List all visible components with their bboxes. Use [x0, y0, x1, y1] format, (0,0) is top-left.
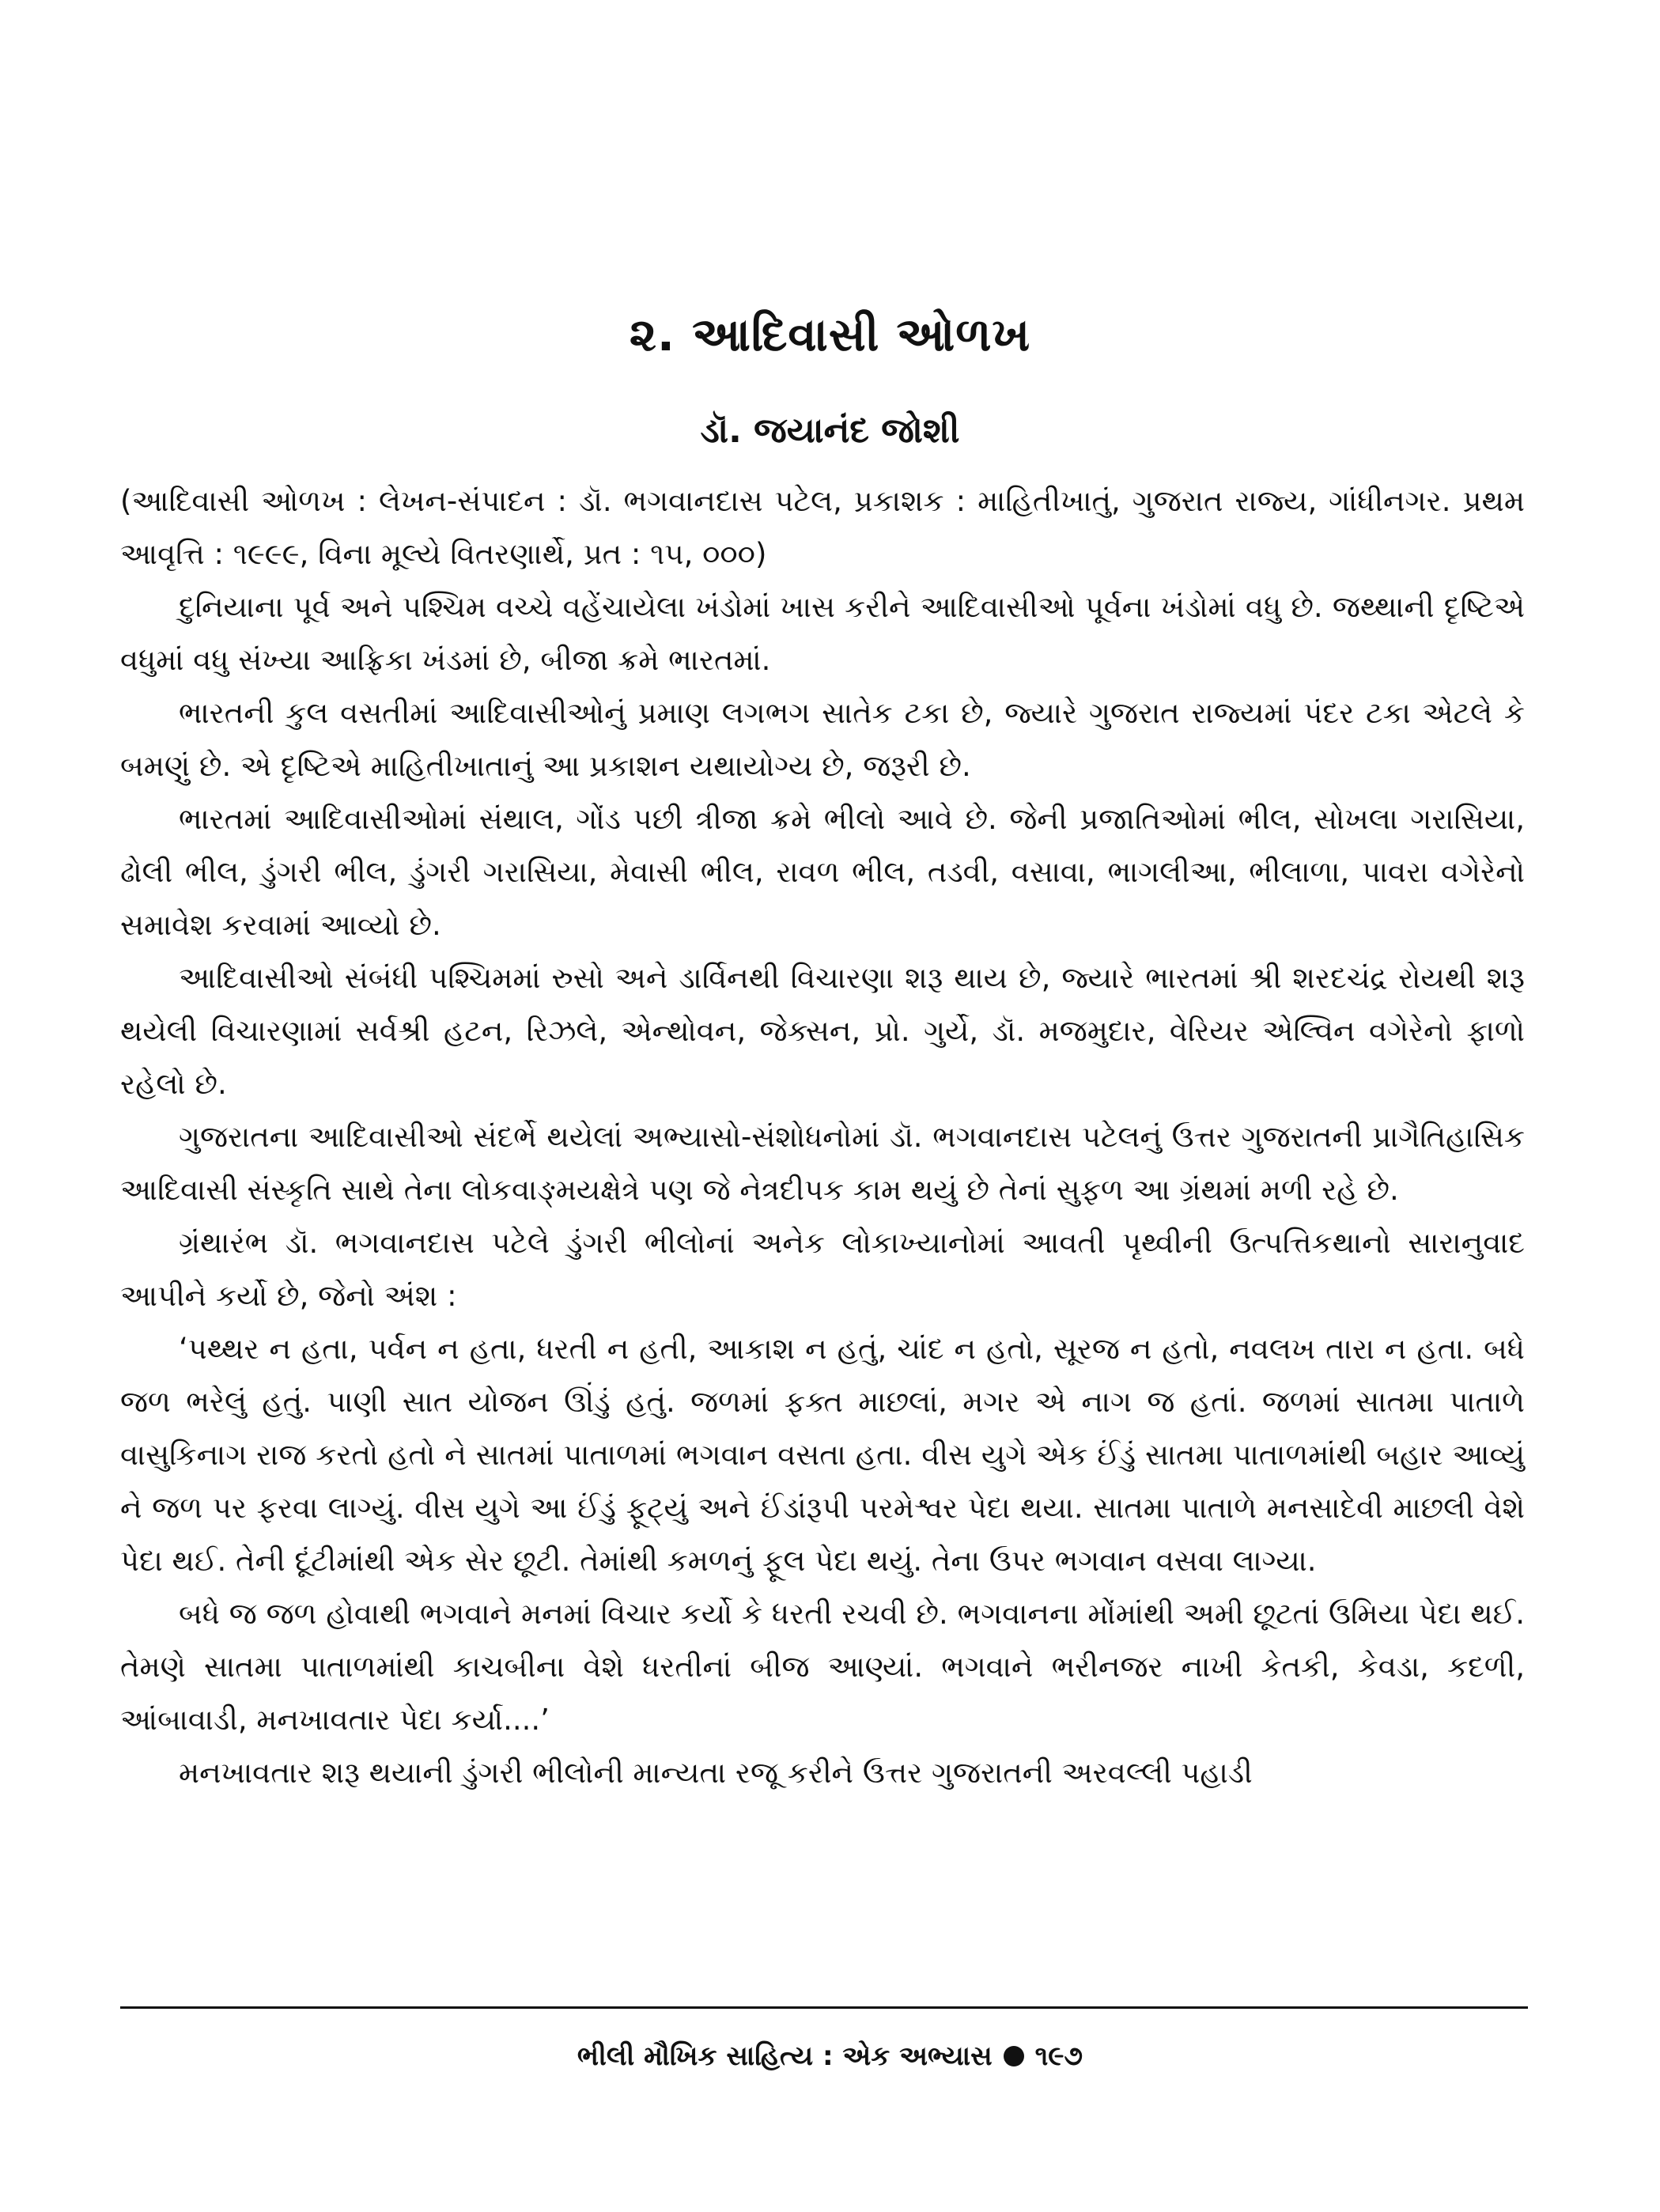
paragraph: મનખાવતાર શરૂ થયાની ડુંગરી ભીલોની માન્યતા રજૂ કરીને ઉત્તર ગુજરાતની અરવલ્લી પહાડી	[179, 1756, 1253, 1790]
page-number: ૧૯૭	[1034, 2040, 1083, 2072]
paragraph: ભારતમાં આદિવાસીઓમાં સંથાલ, ગોંડ પછી ત્રીજા ક્રમે ભીલો આવે છે. જેની પ્રજાતિઓમાં ભીલ, સોખલા ગરાસિયા, ઢોલી ભીલ, ડુંગરી ભીલ, ડુંગરી ગરાસિયા, મેવાસી ભીલ, રાવળ ભીલ, તડવી, વસાવા, ભાગલીઆ, ભીલાળા, પાવરા વગેરેનો સમાવેશ કરવામાં આવ્યો છે.	[120, 802, 1525, 942]
paragraph: આદિવાસીઓ સંબંધી પશ્ચિમમાં રુસો અને ડાર્વિનથી વિચારણા શરૂ થાય છે, જ્યારે ભારતમાં શ્રી શરદચંદ્ર રોયથી શરૂ થયેલી વિચારણામાં સર્વશ્રી હટન, રિઝલે, એન્થોવન, જેક્સન, પ્રો. ગુર્યે, ડૉ. મજમુદાર, વેરિયર એલ્વિન વગેરેનો ફાળો રહેલો છે.	[120, 961, 1525, 1101]
article-author: ડૉ. જયાનંદ જોશી	[700, 410, 960, 451]
paragraph: ગુજરાતના આદિવાસીઓ સંદર્ભે થયેલાં અભ્યાસો-સંશોધનોમાં ડૉ. ભગવાનદાસ પટેલનું ઉત્તર ગુજરાતની પ્રાગૈતિહાસિક આદિવાસી સંસ્કૃતિ સાથે તેના લોકવાઙ્મયક્ષેત્રે પણ જે નેત્રદીપક કામ થયું છે તેનાં સુફળ આ ગ્રંથમાં મળી રહે છે.	[120, 1120, 1525, 1207]
paragraph: ગ્રંથારંભ ડૉ. ભગવાનદાસ પટેલે ડુંગરી ભીલોનાં અનેક લોકાખ્યાનોમાં આવતી પૃથ્વીની ઉત્પત્તિકથાનો સારાનુવાદ આપીને કર્યો છે, જેનો અંશ :	[120, 1226, 1525, 1313]
article-title: ૨. આદિવાસી ઓળખ	[629, 308, 1031, 361]
quoted-myth-paragraph: બધે જ જળ હોવાથી ભગવાને મનમાં વિચાર કર્યો કે ધરતી રચવી છે. ભગવાનના મોંમાંથી અમી છૂટતાં ઉમિયા પેદા થઈ. તેમણે સાતમા પાતાળમાંથી કાચબીના વેશે ધરતીનાં બીજ આણ્યાં. ભગવાને ભરીનજર નાખી કેતકી, કેવડા, કદળી, આંબાવાડી, મનખાવતાર પેદા કર્યા....’	[120, 1597, 1525, 1737]
article-body	[120, 475, 1525, 1799]
paragraph: ભારતની કુલ વસતીમાં આદિવાસીઓનું પ્રમાણ લગભગ સાતેક ટકા છે, જ્યારે ગુજરાત રાજ્યમાં પંદર ટકા એટલે કે બમણું છે. એ દૃષ્ટિએ માહિતીખાતાનું આ પ્રકાશન યથાયોગ્ય છે, જરૂરી છે.	[120, 696, 1525, 783]
bullet-icon	[1004, 2046, 1024, 2066]
page-footer	[0, 2032, 1660, 2080]
quoted-myth-paragraph: ‘પથ્થર ન હતા, પર્વન ન હતા, ધરતી ન હતી, આકાશ ન હતું, ચાંદ ન હતો, સૂરજ ન હતો, નવલખ તારા ન હતા. બધે જળ ભરેલું હતું. પાણી સાત યોજન ઊંડું હતું. જળમાં ફક્ત માછલાં, મગર એ નાગ જ હતાં. જળમાં સાતમા પાતાળે વાસુકિનાગ રાજ કરતો હતો ને સાતમાં પાતાળમાં ભગવાન વસતા હતા. વીસ યુગે એક ઈંડું સાતમા પાતાળમાંથી બહાર આવ્યું ને જળ પર ફરવા લાગ્યું. વીસ યુગે આ ઈંડું ફૂટ્યું અને ઈંડાંરૂપી પરમેશ્વર પેદા થયા. સાતમા પાતાળે મનસાદેવી માછલી વેશે પેદા થઈ. તેની દૂંટીમાંથી એક સેર છૂટી. તેમાંથી કમળનું ફૂલ પેદા થયું. તેના ઉપર ભગવાન વસવા લાગ્યા.	[120, 1332, 1525, 1578]
publication-citation: (આદિવાસી ઓળખ : લેખન-સંપાદન : ડૉ. ભગવાનદાસ પટેલ, પ્રકાશક : માહિતીખાતું, ગુજરાત રાજ્ય, ગાંધીનગર. પ્રથમ આવૃત્તિ : ૧૯૯૯, વિના મૂલ્યે વિતરણાર્થે, પ્રત : ૧૫, ૦૦૦)	[120, 484, 1525, 571]
footer-divider	[120, 2006, 1528, 2009]
footer-book-title: ભીલી મૌખિક સાહિત્ય : એક અભ્યાસ	[577, 2040, 993, 2072]
paragraph: દુનિયાના પૂર્વ અને પશ્ચિમ વચ્ચે વહેંચાયેલા ખંડોમાં ખાસ કરીને આદિવાસીઓ પૂર્વના ખંડોમાં વધુ છે. જથ્થાની દૃષ્ટિએ વધુમાં વધુ સંખ્યા આફ્રિકા ખંડમાં છે, બીજા ક્રમે ભારતમાં.	[120, 590, 1525, 677]
